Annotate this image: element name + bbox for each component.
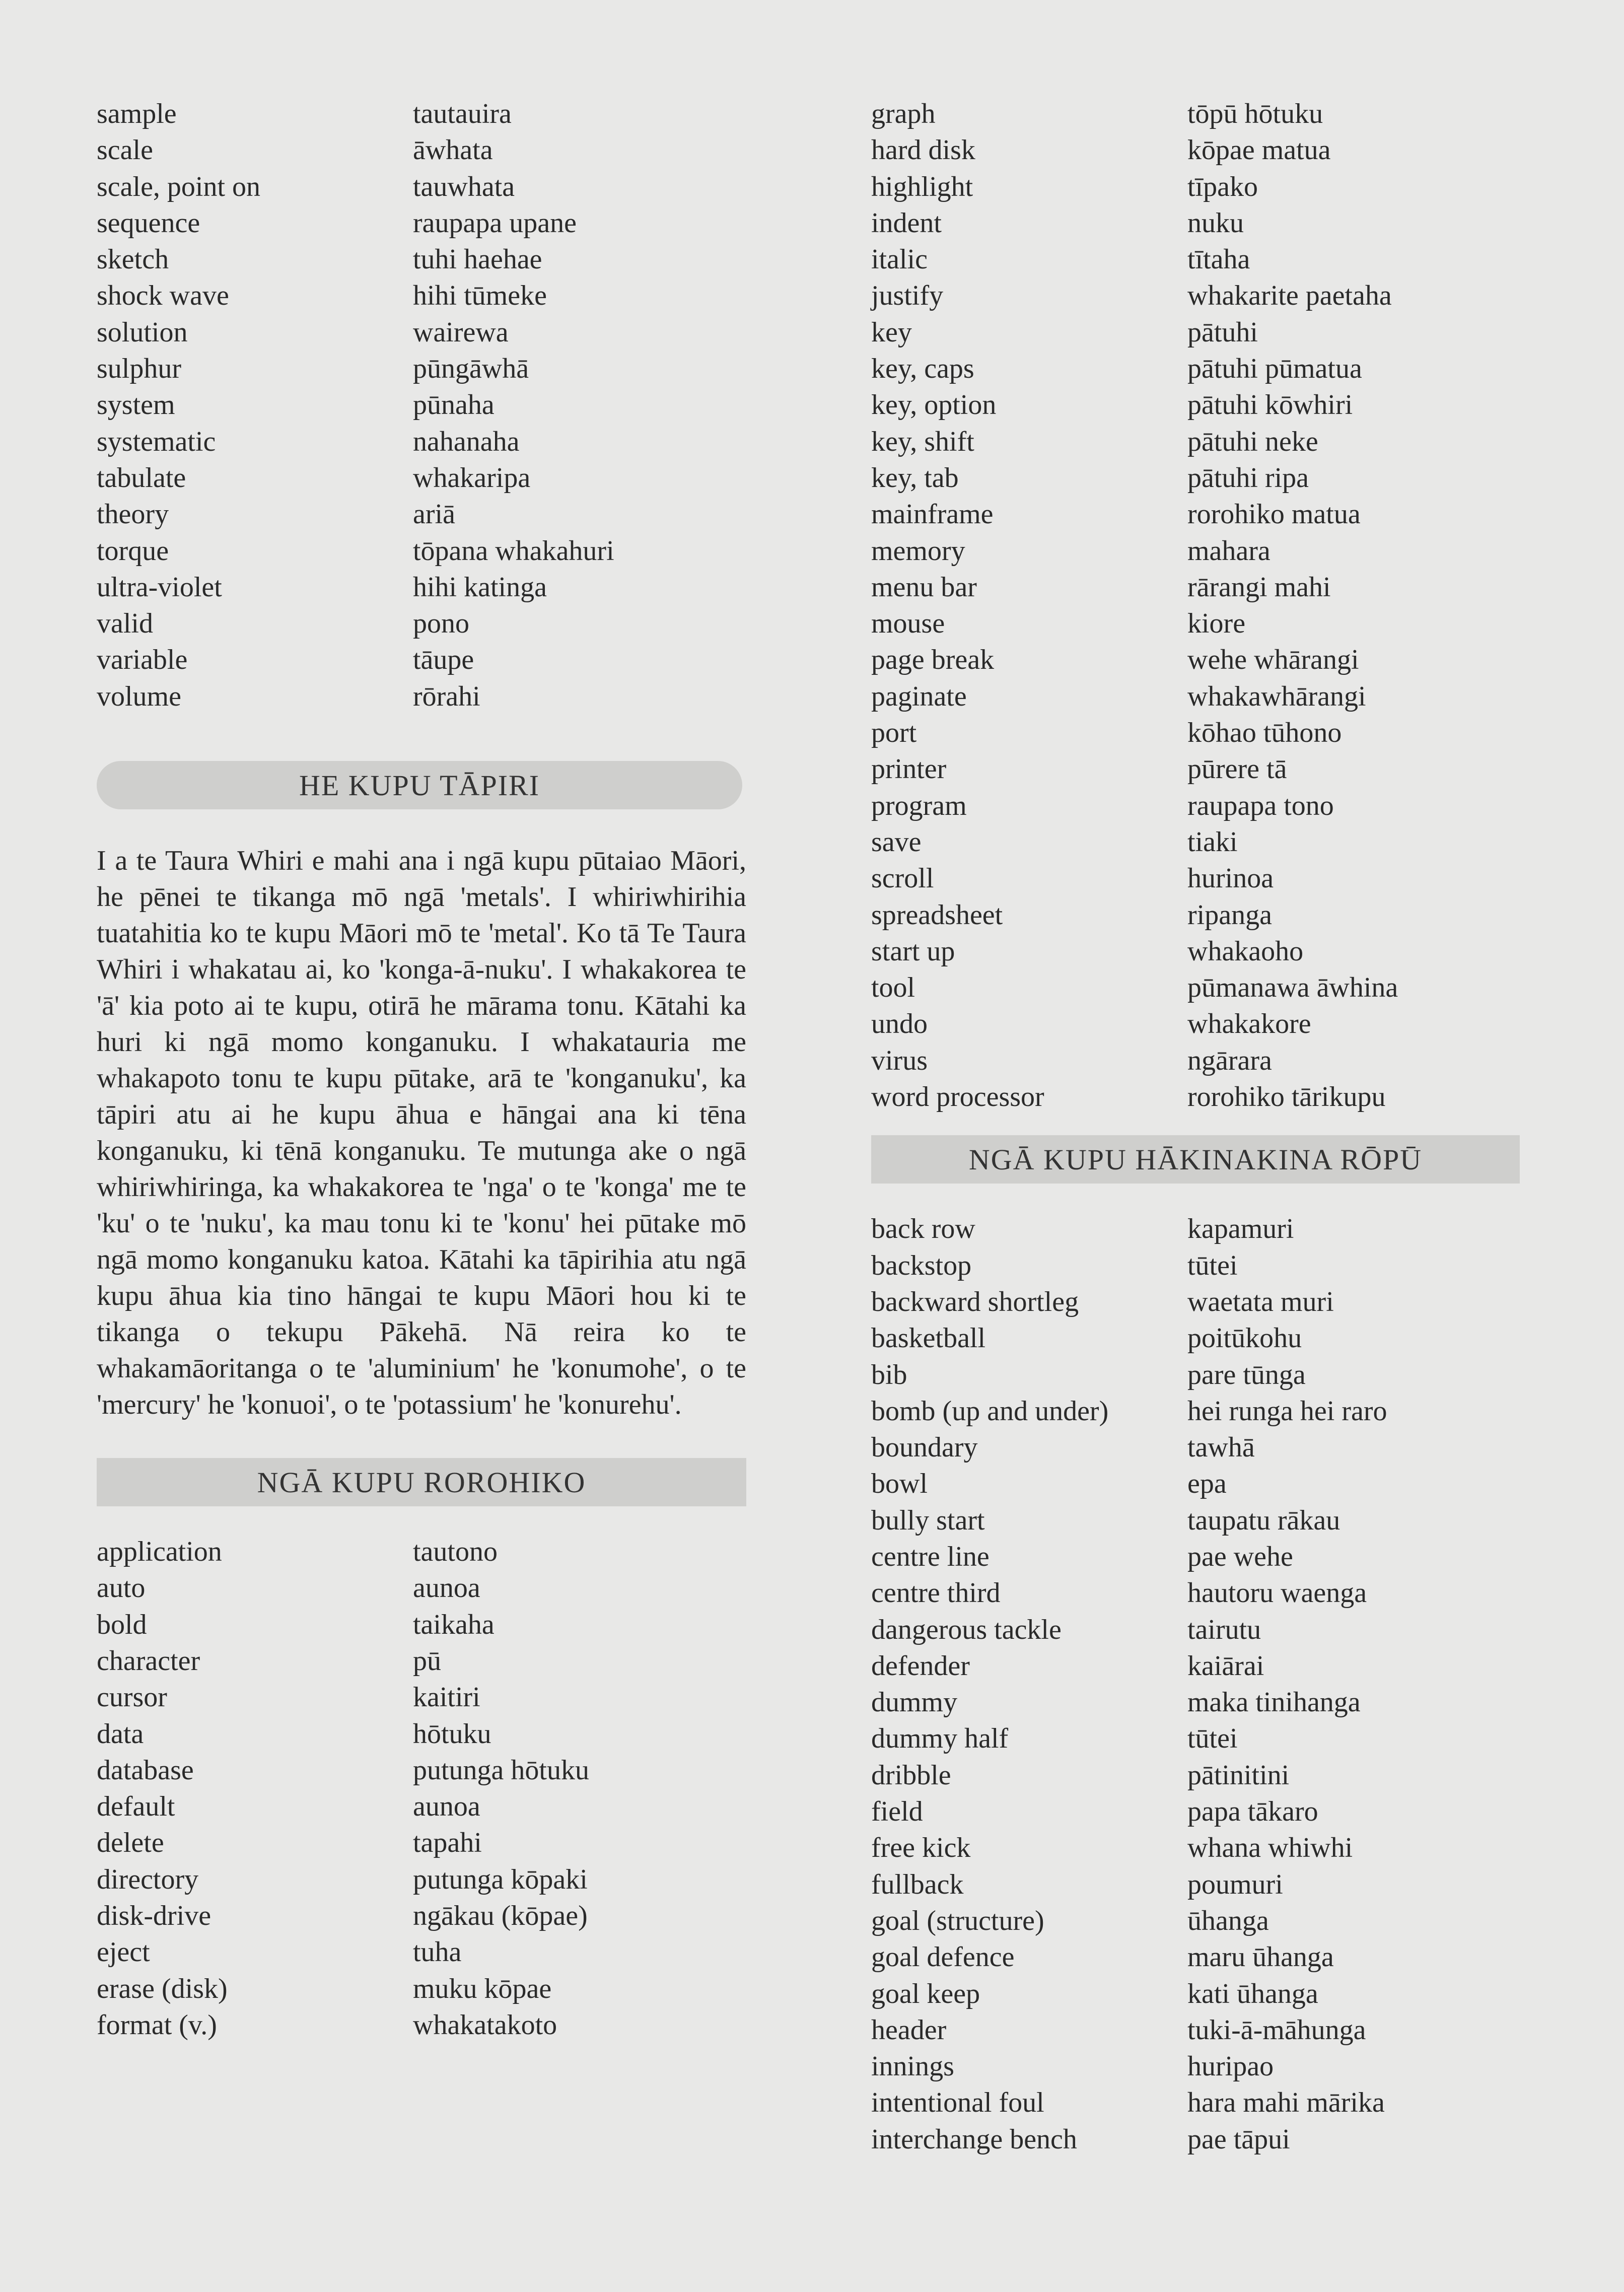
maori-term: mahara — [1187, 535, 1270, 567]
english-term: port — [871, 717, 917, 749]
english-term: bully start — [871, 1504, 985, 1536]
english-term: goal defence — [871, 1941, 1015, 1973]
english-term: bold — [97, 1609, 147, 1640]
english-term: key, caps — [871, 353, 974, 385]
english-term: key — [871, 316, 912, 348]
maori-term: ripanga — [1187, 899, 1272, 931]
maori-term: tāupe — [413, 644, 474, 676]
maori-term: kōhao tūhono — [1187, 717, 1342, 749]
english-term: auto — [97, 1572, 146, 1604]
maori-term: taikaha — [413, 1609, 495, 1640]
maori-term: pātuhi neke — [1187, 426, 1318, 457]
english-term: disk-drive — [97, 1900, 211, 1932]
maori-term: whakawhārangi — [1187, 680, 1366, 712]
maori-term: epa — [1187, 1468, 1227, 1500]
english-term: goal keep — [871, 1978, 980, 2009]
maori-term: tuhi haehae — [413, 244, 542, 275]
english-term: free kick — [871, 1832, 971, 1864]
english-term: ultra-violet — [97, 571, 222, 603]
maori-term: kapamuri — [1187, 1213, 1294, 1245]
maori-term: raupapa upane — [413, 207, 577, 239]
english-term: back row — [871, 1213, 975, 1245]
english-term: interchange bench — [871, 2123, 1077, 2155]
maori-term: tairutu — [1187, 1614, 1261, 1645]
maori-term: huripao — [1187, 2051, 1274, 2082]
english-term: mouse — [871, 608, 945, 640]
english-term: default — [97, 1791, 175, 1823]
english-term: field — [871, 1796, 923, 1828]
maori-term: aunoa — [413, 1572, 480, 1604]
english-term: intentional foul — [871, 2087, 1044, 2119]
maori-term: whakaripa — [413, 462, 531, 494]
maori-term: whana whiwhi — [1187, 1832, 1353, 1864]
maori-term: tītaha — [1187, 244, 1250, 275]
english-term: scale — [97, 134, 153, 166]
english-term: undo — [871, 1008, 928, 1040]
english-term: dummy — [871, 1687, 958, 1718]
english-term: sketch — [97, 244, 169, 275]
maori-term: poumuri — [1187, 1868, 1283, 1900]
maori-term: nuku — [1187, 207, 1244, 239]
maori-term: rārangi mahi — [1187, 571, 1331, 603]
english-term: justify — [871, 280, 944, 312]
english-term: start up — [871, 935, 955, 967]
english-term: memory — [871, 535, 965, 567]
maori-term: hautoru waenga — [1187, 1577, 1367, 1609]
english-term: fullback — [871, 1868, 964, 1900]
english-term: bowl — [871, 1468, 928, 1500]
maori-term: wairewa — [413, 316, 509, 348]
english-term: backstop — [871, 1249, 972, 1281]
maori-term: kiore — [1187, 608, 1246, 640]
english-term: hard disk — [871, 134, 975, 166]
maori-term: whakakore — [1187, 1008, 1311, 1040]
maori-term: pū — [413, 1645, 441, 1677]
maori-term: kaiārai — [1187, 1650, 1264, 1682]
english-term: data — [97, 1718, 144, 1750]
english-term: bib — [871, 1359, 907, 1391]
english-term: valid — [97, 608, 153, 640]
maori-term: tūtei — [1187, 1723, 1238, 1755]
english-term: dangerous tackle — [871, 1614, 1062, 1645]
english-term: backward shortleg — [871, 1286, 1079, 1317]
maori-term: ngākau (kōpae) — [413, 1900, 588, 1932]
maori-term: tōpū hōtuku — [1187, 98, 1323, 129]
maori-term: maru ūhanga — [1187, 1941, 1334, 1973]
english-term: sample — [97, 98, 177, 129]
maori-term: taupatu rākau — [1187, 1504, 1340, 1536]
english-term: printer — [871, 753, 947, 785]
maori-term: whakarite paetaha — [1187, 280, 1392, 312]
maori-term: aunoa — [413, 1791, 480, 1823]
english-term: save — [871, 826, 922, 858]
sport-heading: NGĀ KUPU HĀKINAKINA RŌPŪ — [871, 1135, 1520, 1184]
english-term: menu bar — [871, 571, 977, 603]
maori-term: tōpana whakahuri — [413, 535, 614, 567]
maori-term: tauwhata — [413, 171, 515, 202]
maori-term: hurinoa — [1187, 863, 1274, 894]
left-column — [97, 96, 751, 2043]
english-term: delete — [97, 1827, 164, 1859]
maori-term: tawhā — [1187, 1432, 1255, 1464]
sport-terms-list — [871, 1211, 1521, 2158]
english-term: eject — [97, 1936, 150, 1968]
english-term: defender — [871, 1650, 970, 1682]
maori-term: kaitiri — [413, 1682, 480, 1713]
maori-term: wehe whārangi — [1187, 644, 1359, 676]
english-term: word processor — [871, 1081, 1044, 1113]
english-term: solution — [97, 316, 188, 348]
english-term: key, option — [871, 389, 997, 421]
maori-term: ngārara — [1187, 1045, 1272, 1076]
english-term: scroll — [871, 863, 934, 894]
maori-term: tīpako — [1187, 171, 1258, 202]
english-term: italic — [871, 244, 928, 275]
english-term: theory — [97, 499, 169, 530]
maori-term: hihi tūmeke — [413, 280, 547, 312]
maori-term: pono — [413, 608, 469, 640]
english-term: mainframe — [871, 499, 994, 530]
maori-term: whakatakoto — [413, 2009, 557, 2041]
english-term: paginate — [871, 680, 967, 712]
maori-term: pūngāwhā — [413, 353, 529, 385]
maori-term: ūhanga — [1187, 1905, 1269, 1936]
english-term: highlight — [871, 171, 973, 202]
maori-term: pūnaha — [413, 389, 495, 421]
maori-term: tautono — [413, 1536, 498, 1568]
english-term: innings — [871, 2051, 954, 2082]
maori-term: papa tākaro — [1187, 1796, 1318, 1828]
maori-term: putunga hōtuku — [413, 1754, 589, 1786]
english-term: tool — [871, 972, 915, 1004]
maori-term: tiaki — [1187, 826, 1238, 858]
maori-term: pare tūnga — [1187, 1359, 1306, 1391]
english-term: scale, point on — [97, 171, 261, 202]
rorohiko-heading: NGĀ KUPU ROROHIKO — [97, 1458, 746, 1506]
maori-term: hei runga hei raro — [1187, 1395, 1387, 1427]
maori-term: rorohiko matua — [1187, 499, 1361, 530]
english-term: bomb (up and under) — [871, 1395, 1109, 1427]
right-column — [871, 96, 1521, 2158]
maori-term: pūmanawa āwhina — [1187, 972, 1398, 1004]
maori-term: ariā — [413, 499, 455, 530]
english-term: systematic — [97, 426, 216, 457]
english-term: dummy half — [871, 1723, 1009, 1755]
maori-term: hara mahi mārika — [1187, 2087, 1385, 2119]
maori-term: whakaoho — [1187, 935, 1304, 967]
maori-term: kati ūhanga — [1187, 1978, 1318, 2009]
english-term: cursor — [97, 1682, 167, 1713]
english-term: directory — [97, 1863, 199, 1895]
english-term: volume — [97, 680, 181, 712]
maori-term: putunga kōpaki — [413, 1863, 588, 1895]
english-term: application — [97, 1536, 222, 1568]
maori-term: rōrahi — [413, 680, 480, 712]
maori-term: pātuhi pūmatua — [1187, 353, 1362, 385]
english-term: program — [871, 790, 967, 821]
english-term: variable — [97, 644, 188, 676]
maori-term: poitūkohu — [1187, 1323, 1302, 1354]
maori-term: pātuhi ripa — [1187, 462, 1309, 494]
english-term: goal (structure) — [871, 1905, 1044, 1936]
maori-term: pātuhi kōwhiri — [1187, 389, 1353, 421]
maori-term: āwhata — [413, 134, 493, 166]
tapiri-heading: HE KUPU TĀPIRI — [97, 761, 742, 809]
maori-term: kōpae matua — [1187, 134, 1331, 166]
english-term: header — [871, 2014, 947, 2046]
maori-term: tapahi — [413, 1827, 482, 1859]
english-term: shock wave — [97, 280, 229, 312]
english-term: centre line — [871, 1541, 990, 1572]
maori-term: pūrere tā — [1187, 753, 1287, 785]
english-term: torque — [97, 535, 169, 567]
computer-terms-list-left — [97, 1534, 751, 2043]
maori-term: hōtuku — [413, 1718, 491, 1750]
maori-term: tūtei — [1187, 1249, 1238, 1281]
english-term: sequence — [97, 207, 200, 239]
english-term: graph — [871, 98, 936, 129]
english-term: key, tab — [871, 462, 959, 494]
english-term: sulphur — [97, 353, 181, 385]
computer-terms-list-right — [871, 96, 1521, 1115]
science-terms-list — [97, 96, 751, 715]
maori-term: raupapa tono — [1187, 790, 1334, 821]
english-term: tabulate — [97, 462, 186, 494]
maori-term: tuki-ā-māhunga — [1187, 2014, 1366, 2046]
maori-term: muku kōpae — [413, 1973, 552, 2004]
english-term: dribble — [871, 1759, 951, 1791]
maori-term: pae wehe — [1187, 1541, 1293, 1572]
english-term: basketball — [871, 1323, 986, 1354]
english-term: spreadsheet — [871, 899, 1003, 931]
maori-term: pātinitini — [1187, 1759, 1290, 1791]
maori-term: hihi katinga — [413, 571, 547, 603]
maori-term: tautauira — [413, 98, 512, 129]
english-term: centre third — [871, 1577, 1001, 1609]
english-term: indent — [871, 207, 942, 239]
english-term: database — [97, 1754, 194, 1786]
maori-term: nahanaha — [413, 426, 520, 457]
english-term: system — [97, 389, 175, 421]
english-term: character — [97, 1645, 200, 1677]
maori-term: tuha — [413, 1936, 462, 1968]
english-term: erase (disk) — [97, 1973, 228, 2004]
maori-term: waetata muri — [1187, 1286, 1334, 1317]
maori-term: pae tāpui — [1187, 2123, 1290, 2155]
english-term: virus — [871, 1045, 928, 1076]
maori-term: pātuhi — [1187, 316, 1258, 348]
english-term: page break — [871, 644, 995, 676]
tapiri-paragraph: I a te Taura Whiri e mahi ana i ngā kupu pūtaiao Māori, he pēnei te tikanga mō ngā 'metals'. I whiriwhirihia tuatahitia ko te kupu Māori mō te 'metal'. Ko tā Te Taura Whiri i whakatau ai, ko 'konga-ā-nuku'. I whakakorea te 'ā' kia poto ai te kupu, otirā he mārama tonu. Kātahi ka huri ki ngā momo konganuku. I whakatauria me whakapoto tonu te kupu pūtake, arā te 'konganuku', ka tāpiri atu ai he kupu āhua e hāngai ana ki tēna konganuku, ki tēnā konganuku. Te mutunga ake o ngā whiriwhiringa, ka whakakorea te 'nga' o te 'konga' me te 'ku' o te 'nuku', ka mau tonu ki te 'konu' hei pūtake mō ngā momo konganuku katoa. Kātahi ka tāpirihia atu ngā kupu āhua kia tino hāngai te kupu Māori hou ki te tikanga o tekupu Pākehā. Nā reira ko te whakamāoritanga o te 'aluminium' he 'konumohe', o te 'mercury' he 'konuoi', o te 'potassium' he 'konurehu'. — [97, 845, 746, 1421]
english-term: key, shift — [871, 426, 974, 457]
maori-term: maka tinihanga — [1187, 1687, 1361, 1718]
english-term: boundary — [871, 1432, 978, 1464]
maori-term: rorohiko tārikupu — [1187, 1081, 1386, 1113]
english-term: format (v.) — [97, 2009, 217, 2041]
